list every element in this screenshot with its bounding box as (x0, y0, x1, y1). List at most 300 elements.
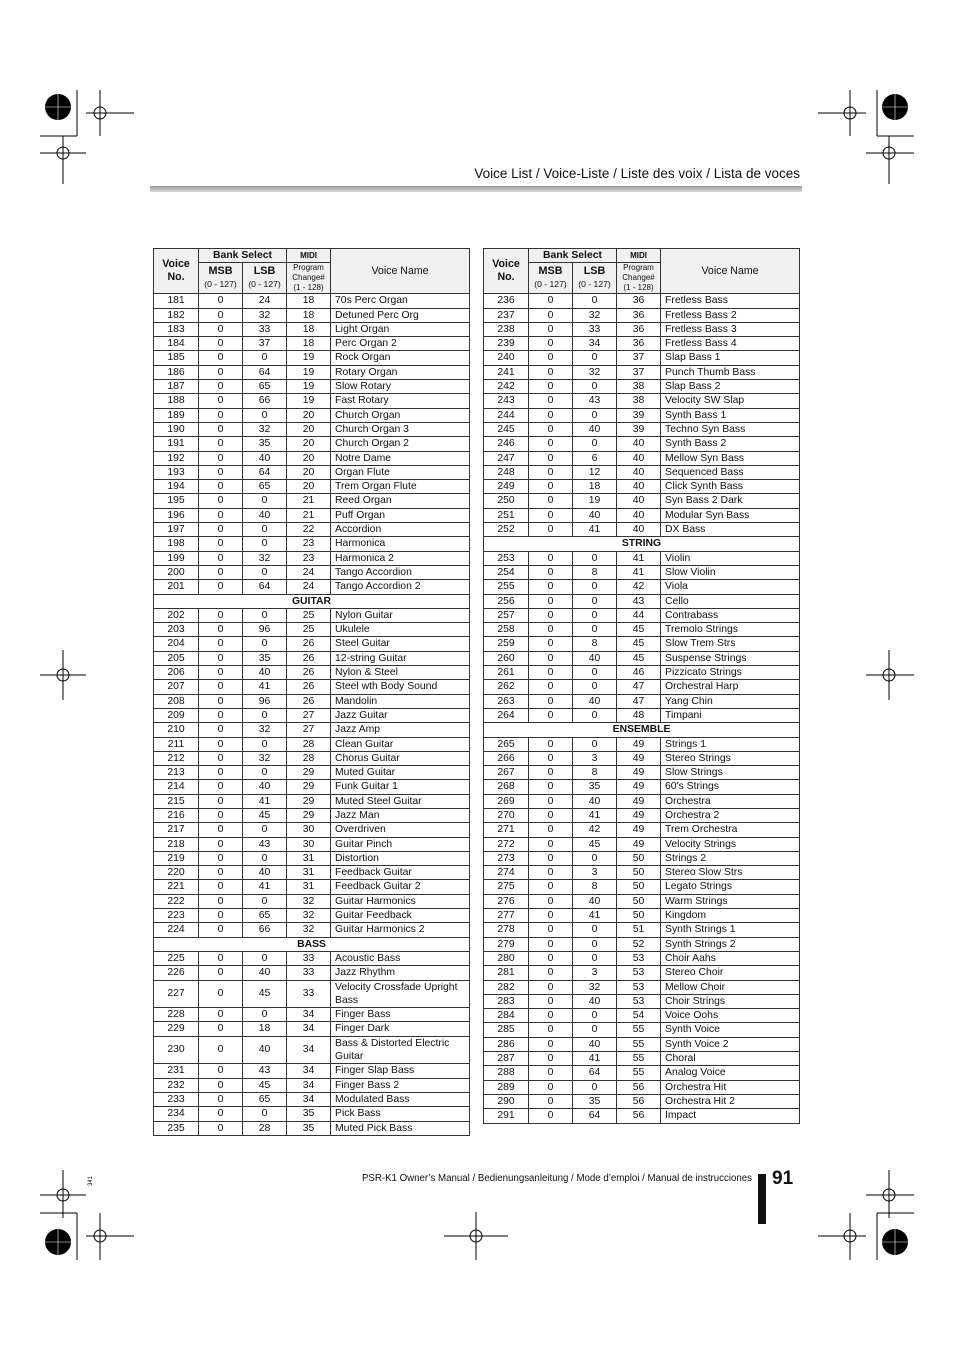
voice-row (484, 837, 800, 851)
msb-value: 0 (199, 880, 243, 894)
lsb-value: 0 (243, 1008, 287, 1022)
voice-row (484, 666, 800, 680)
voice-name: Synth Voice (661, 1023, 800, 1037)
voice-row (154, 1092, 470, 1106)
header-midi: MIDI (287, 249, 331, 263)
voice-name: Fretless Bass 2 (661, 308, 800, 322)
program-change-value: 26 (287, 637, 331, 651)
lsb-value: 43 (243, 1064, 287, 1078)
voice-name: Feedback Guitar (331, 866, 470, 880)
lsb-value: 12 (573, 465, 617, 479)
voice-row (154, 880, 470, 894)
program-change-value: 56 (617, 1080, 661, 1094)
voice-number: 219 (154, 851, 199, 865)
voice-row (484, 380, 800, 394)
voice-name: Church Organ 2 (331, 437, 470, 451)
msb-value: 0 (529, 408, 573, 422)
voice-name: Punch Thumb Bass (661, 365, 800, 379)
msb-value: 0 (199, 1022, 243, 1036)
voice-row (154, 380, 470, 394)
lsb-value: 41 (573, 808, 617, 822)
voice-name: Strings 2 (661, 851, 800, 865)
header-lsb: LSB (0 - 127) (573, 263, 617, 294)
voice-row (154, 694, 470, 708)
voice-number: 242 (484, 380, 529, 394)
program-change-value: 20 (287, 437, 331, 451)
lsb-value: 0 (573, 437, 617, 451)
header-msb: MSB (0 - 127) (199, 263, 243, 294)
voice-number: 253 (484, 551, 529, 565)
msb-value: 0 (199, 394, 243, 408)
program-change-value: 27 (287, 723, 331, 737)
msb-value: 0 (529, 694, 573, 708)
voice-row (484, 937, 800, 951)
voice-number: 240 (484, 351, 529, 365)
voice-row (154, 794, 470, 808)
voice-number: 269 (484, 794, 529, 808)
voice-name: Funk Guitar 1 (331, 780, 470, 794)
voice-name: Synth Strings 1 (661, 923, 800, 937)
voice-number: 234 (154, 1107, 199, 1121)
voice-row (484, 451, 800, 465)
voice-row (484, 880, 800, 894)
msb-value: 0 (529, 708, 573, 722)
voice-row (484, 308, 800, 322)
header-voice-name: Voice Name (331, 249, 470, 294)
program-change-value: 33 (287, 951, 331, 965)
program-change-value: 32 (287, 894, 331, 908)
voice-number: 205 (154, 651, 199, 665)
voice-number: 235 (154, 1121, 199, 1135)
voice-row (154, 351, 470, 365)
voice-name: Perc Organ 2 (331, 337, 470, 351)
lsb-value: 32 (243, 723, 287, 737)
side-number: 341 (88, 1175, 95, 1187)
voice-number: 204 (154, 637, 199, 651)
lsb-value: 0 (573, 380, 617, 394)
lsb-value: 35 (573, 780, 617, 794)
voice-number: 230 (154, 1036, 199, 1064)
voice-name: Accordion (331, 523, 470, 537)
program-change-value: 23 (287, 551, 331, 565)
voice-number: 255 (484, 580, 529, 594)
program-change-value: 23 (287, 537, 331, 551)
msb-value: 0 (199, 294, 243, 308)
lsb-value: 65 (243, 380, 287, 394)
msb-value: 0 (529, 580, 573, 594)
msb-value: 0 (529, 337, 573, 351)
voice-number: 190 (154, 422, 199, 436)
voice-row (484, 565, 800, 579)
lsb-value: 32 (243, 551, 287, 565)
voice-name: Contrabass (661, 608, 800, 622)
program-change-value: 53 (617, 966, 661, 980)
msb-value: 0 (529, 1094, 573, 1108)
voice-number: 275 (484, 880, 529, 894)
program-change-value: 21 (287, 508, 331, 522)
program-change-value: 50 (617, 866, 661, 880)
program-change-value: 55 (617, 1052, 661, 1066)
voice-name: Fast Rotary (331, 394, 470, 408)
voice-number: 289 (484, 1080, 529, 1094)
program-change-value: 40 (617, 465, 661, 479)
lsb-value: 28 (243, 1121, 287, 1135)
lsb-value: 43 (573, 394, 617, 408)
voice-name: Orchestra 2 (661, 808, 800, 822)
voice-name: Jazz Amp (331, 723, 470, 737)
lsb-value: 0 (573, 351, 617, 365)
msb-value: 0 (529, 494, 573, 508)
msb-value: 0 (199, 708, 243, 722)
program-change-value: 32 (287, 923, 331, 937)
lsb-value: 40 (573, 508, 617, 522)
lsb-value: 0 (573, 608, 617, 622)
voice-row (484, 580, 800, 594)
voice-name: Choir Aahs (661, 951, 800, 965)
program-change-value: 18 (287, 294, 331, 308)
msb-value: 0 (529, 680, 573, 694)
msb-value: 0 (529, 737, 573, 751)
page-title: Voice List / Voice-Liste / Liste des voix / Lista de voces (474, 166, 800, 181)
program-change-value: 52 (617, 937, 661, 951)
voice-row (484, 794, 800, 808)
program-change-value: 40 (617, 508, 661, 522)
voice-row (154, 565, 470, 579)
program-change-value: 41 (617, 551, 661, 565)
voice-row (484, 708, 800, 722)
voice-number: 270 (484, 808, 529, 822)
program-change-value: 19 (287, 365, 331, 379)
voice-row (154, 337, 470, 351)
program-change-value: 34 (287, 1064, 331, 1078)
lsb-value: 33 (573, 322, 617, 336)
msb-value: 0 (199, 794, 243, 808)
voice-name: Synth Bass 2 (661, 437, 800, 451)
voice-row (484, 508, 800, 522)
msb-value: 0 (529, 780, 573, 794)
voice-name: Church Organ (331, 408, 470, 422)
lsb-value: 6 (573, 451, 617, 465)
voice-name: Guitar Harmonics 2 (331, 923, 470, 937)
voice-row (484, 422, 800, 436)
program-change-value: 31 (287, 866, 331, 880)
program-change-value: 31 (287, 851, 331, 865)
program-change-value: 34 (287, 1092, 331, 1106)
lsb-value: 0 (243, 565, 287, 579)
voice-name: Feedback Guitar 2 (331, 880, 470, 894)
msb-value: 0 (199, 480, 243, 494)
msb-value: 0 (529, 451, 573, 465)
program-change-value: 40 (617, 523, 661, 537)
lsb-value: 8 (573, 766, 617, 780)
program-change-value: 42 (617, 580, 661, 594)
voice-name: Cello (661, 594, 800, 608)
msb-value: 0 (529, 1037, 573, 1051)
voice-name: Mellow Syn Bass (661, 451, 800, 465)
lsb-value: 32 (243, 308, 287, 322)
program-change-value: 37 (617, 365, 661, 379)
program-change-value: 20 (287, 465, 331, 479)
lsb-value: 40 (573, 994, 617, 1008)
program-change-value: 45 (617, 637, 661, 651)
msb-value: 0 (529, 937, 573, 951)
voice-row (484, 551, 800, 565)
msb-value: 0 (199, 508, 243, 522)
lsb-value: 0 (573, 294, 617, 308)
msb-value: 0 (199, 308, 243, 322)
msb-value: 0 (199, 751, 243, 765)
msb-value: 0 (529, 909, 573, 923)
voice-name: Slap Bass 2 (661, 380, 800, 394)
voice-row (154, 451, 470, 465)
voice-row (154, 1036, 470, 1064)
voice-number: 264 (484, 708, 529, 722)
header-bank-select: Bank Select (199, 249, 287, 263)
voice-number: 184 (154, 337, 199, 351)
msb-value: 0 (199, 1008, 243, 1022)
program-change-value: 25 (287, 608, 331, 622)
lsb-value: 66 (243, 923, 287, 937)
voice-name: Detuned Perc Org (331, 308, 470, 322)
category-label: GUITAR (154, 594, 470, 608)
voice-row (154, 1008, 470, 1022)
voice-number: 281 (484, 966, 529, 980)
voice-number: 237 (484, 308, 529, 322)
voice-name: Synth Bass 1 (661, 408, 800, 422)
voice-name: Timpani (661, 708, 800, 722)
voice-number: 261 (484, 666, 529, 680)
program-change-value: 26 (287, 651, 331, 665)
msb-value: 0 (529, 637, 573, 651)
voice-name: Guitar Harmonics (331, 894, 470, 908)
voice-number: 216 (154, 808, 199, 822)
voice-name: Light Organ (331, 322, 470, 336)
lsb-value: 0 (573, 1080, 617, 1094)
lsb-value: 0 (243, 851, 287, 865)
msb-value: 0 (199, 666, 243, 680)
program-change-value: 40 (617, 494, 661, 508)
program-change-value: 36 (617, 308, 661, 322)
lsb-value: 45 (243, 808, 287, 822)
voice-name: Slap Bass 1 (661, 351, 800, 365)
lsb-value: 40 (243, 451, 287, 465)
program-change-value: 55 (617, 1023, 661, 1037)
msb-value: 0 (529, 380, 573, 394)
msb-value: 0 (529, 523, 573, 537)
program-change-value: 49 (617, 837, 661, 851)
voice-name: Suspense Strings (661, 651, 800, 665)
program-change-value: 41 (617, 565, 661, 579)
lsb-value: 40 (243, 1036, 287, 1064)
lsb-value: 3 (573, 966, 617, 980)
msb-value: 0 (199, 694, 243, 708)
lsb-value: 41 (243, 880, 287, 894)
msb-value: 0 (529, 322, 573, 336)
msb-value: 0 (529, 866, 573, 880)
voice-row (154, 780, 470, 794)
program-change-value: 25 (287, 623, 331, 637)
msb-value: 0 (529, 437, 573, 451)
voice-row (154, 508, 470, 522)
voice-name: Tango Accordion (331, 565, 470, 579)
voice-row (154, 894, 470, 908)
voice-number: 203 (154, 623, 199, 637)
msb-value: 0 (199, 851, 243, 865)
voice-number: 247 (484, 451, 529, 465)
program-change-value: 39 (617, 408, 661, 422)
voice-row (154, 680, 470, 694)
voice-number: 189 (154, 408, 199, 422)
program-change-value: 47 (617, 694, 661, 708)
lsb-value: 0 (243, 708, 287, 722)
voice-number: 249 (484, 480, 529, 494)
voice-row (154, 651, 470, 665)
lsb-value: 0 (573, 851, 617, 865)
voice-number: 214 (154, 780, 199, 794)
voice-row (154, 494, 470, 508)
voice-number: 233 (154, 1092, 199, 1106)
voice-number: 291 (484, 1109, 529, 1123)
voice-number: 286 (484, 1037, 529, 1051)
lsb-value: 41 (573, 1052, 617, 1066)
program-change-value: 49 (617, 751, 661, 765)
page-number: 91 (772, 1168, 794, 1189)
program-change-value: 26 (287, 680, 331, 694)
voice-name: Sequenced Bass (661, 465, 800, 479)
lsb-value: 40 (573, 794, 617, 808)
msb-value: 0 (529, 951, 573, 965)
program-change-value: 20 (287, 480, 331, 494)
program-change-value: 18 (287, 337, 331, 351)
voice-name: Rotary Organ (331, 365, 470, 379)
msb-value: 0 (529, 565, 573, 579)
program-change-value: 49 (617, 780, 661, 794)
msb-value: 0 (199, 351, 243, 365)
lsb-value: 0 (573, 580, 617, 594)
voice-name: Viola (661, 580, 800, 594)
voice-row (154, 723, 470, 737)
voice-row (154, 322, 470, 336)
voice-row (484, 294, 800, 308)
lsb-value: 40 (243, 966, 287, 980)
voice-name: Slow Strings (661, 766, 800, 780)
msb-value: 0 (529, 508, 573, 522)
voice-name: Notre Dame (331, 451, 470, 465)
voice-row (484, 680, 800, 694)
voice-number: 268 (484, 780, 529, 794)
msb-value: 0 (199, 565, 243, 579)
msb-value: 0 (199, 837, 243, 851)
voice-number: 215 (154, 794, 199, 808)
voice-name: Analog Voice (661, 1066, 800, 1080)
voice-name: Mellow Choir (661, 980, 800, 994)
voice-name: Modular Syn Bass (661, 508, 800, 522)
category-label: ENSEMBLE (484, 723, 800, 737)
msb-value: 0 (529, 766, 573, 780)
voice-row (484, 1052, 800, 1066)
lsb-value: 8 (573, 880, 617, 894)
lsb-value: 0 (243, 951, 287, 965)
page-tab-bar (758, 1174, 766, 1224)
program-change-value: 32 (287, 909, 331, 923)
msb-value: 0 (199, 365, 243, 379)
voice-row (484, 980, 800, 994)
msb-value: 0 (529, 394, 573, 408)
lsb-value: 65 (243, 1092, 287, 1106)
msb-value: 0 (199, 551, 243, 565)
program-change-value: 27 (287, 708, 331, 722)
voice-row (154, 394, 470, 408)
voice-number: 231 (154, 1064, 199, 1078)
voice-number: 266 (484, 751, 529, 765)
voice-name: Choir Strings (661, 994, 800, 1008)
voice-name: Finger Bass 2 (331, 1078, 470, 1092)
voice-name: Finger Dark (331, 1022, 470, 1036)
voice-name: Tango Accordion 2 (331, 580, 470, 594)
voice-name: Distortion (331, 851, 470, 865)
voice-name: Pizzicato Strings (661, 666, 800, 680)
msb-value: 0 (529, 308, 573, 322)
voice-number: 252 (484, 523, 529, 537)
program-change-value: 29 (287, 794, 331, 808)
voice-name: Syn Bass 2 Dark (661, 494, 800, 508)
msb-value: 0 (199, 637, 243, 651)
voice-row (484, 737, 800, 751)
voice-row (484, 322, 800, 336)
voice-name: Strings 1 (661, 737, 800, 751)
voice-name: Tremolo Strings (661, 623, 800, 637)
lsb-value: 41 (573, 523, 617, 537)
msb-value: 0 (199, 923, 243, 937)
lsb-value: 8 (573, 637, 617, 651)
voice-name: Warm Strings (661, 894, 800, 908)
lsb-value: 19 (573, 494, 617, 508)
voice-row (484, 894, 800, 908)
voice-row (154, 951, 470, 965)
voice-row (154, 608, 470, 622)
lsb-value: 0 (573, 623, 617, 637)
voice-number: 227 (154, 980, 199, 1008)
voice-row (484, 608, 800, 622)
msb-value: 0 (199, 380, 243, 394)
program-change-value: 50 (617, 851, 661, 865)
voice-row (154, 1107, 470, 1121)
voice-name: Stereo Slow Strs (661, 866, 800, 880)
voice-row (484, 651, 800, 665)
voice-row (154, 365, 470, 379)
header-bank-select: Bank Select (529, 249, 617, 263)
voice-name: Guitar Pinch (331, 837, 470, 851)
program-change-value: 53 (617, 951, 661, 965)
voice-number: 285 (484, 1023, 529, 1037)
voice-name: Voice Oohs (661, 1009, 800, 1023)
lsb-value: 0 (243, 351, 287, 365)
lsb-value: 0 (243, 537, 287, 551)
voice-row (484, 994, 800, 1008)
msb-value: 0 (529, 851, 573, 865)
lsb-value: 40 (243, 780, 287, 794)
voice-row (484, 1009, 800, 1023)
voice-table-right (483, 248, 800, 1124)
voice-number: 228 (154, 1008, 199, 1022)
lsb-value: 64 (573, 1109, 617, 1123)
msb-value: 0 (529, 422, 573, 436)
program-change-value: 40 (617, 451, 661, 465)
voice-name: Orchestral Harp (661, 680, 800, 694)
voice-name: Pick Bass (331, 1107, 470, 1121)
msb-value: 0 (529, 594, 573, 608)
voice-number: 284 (484, 1009, 529, 1023)
